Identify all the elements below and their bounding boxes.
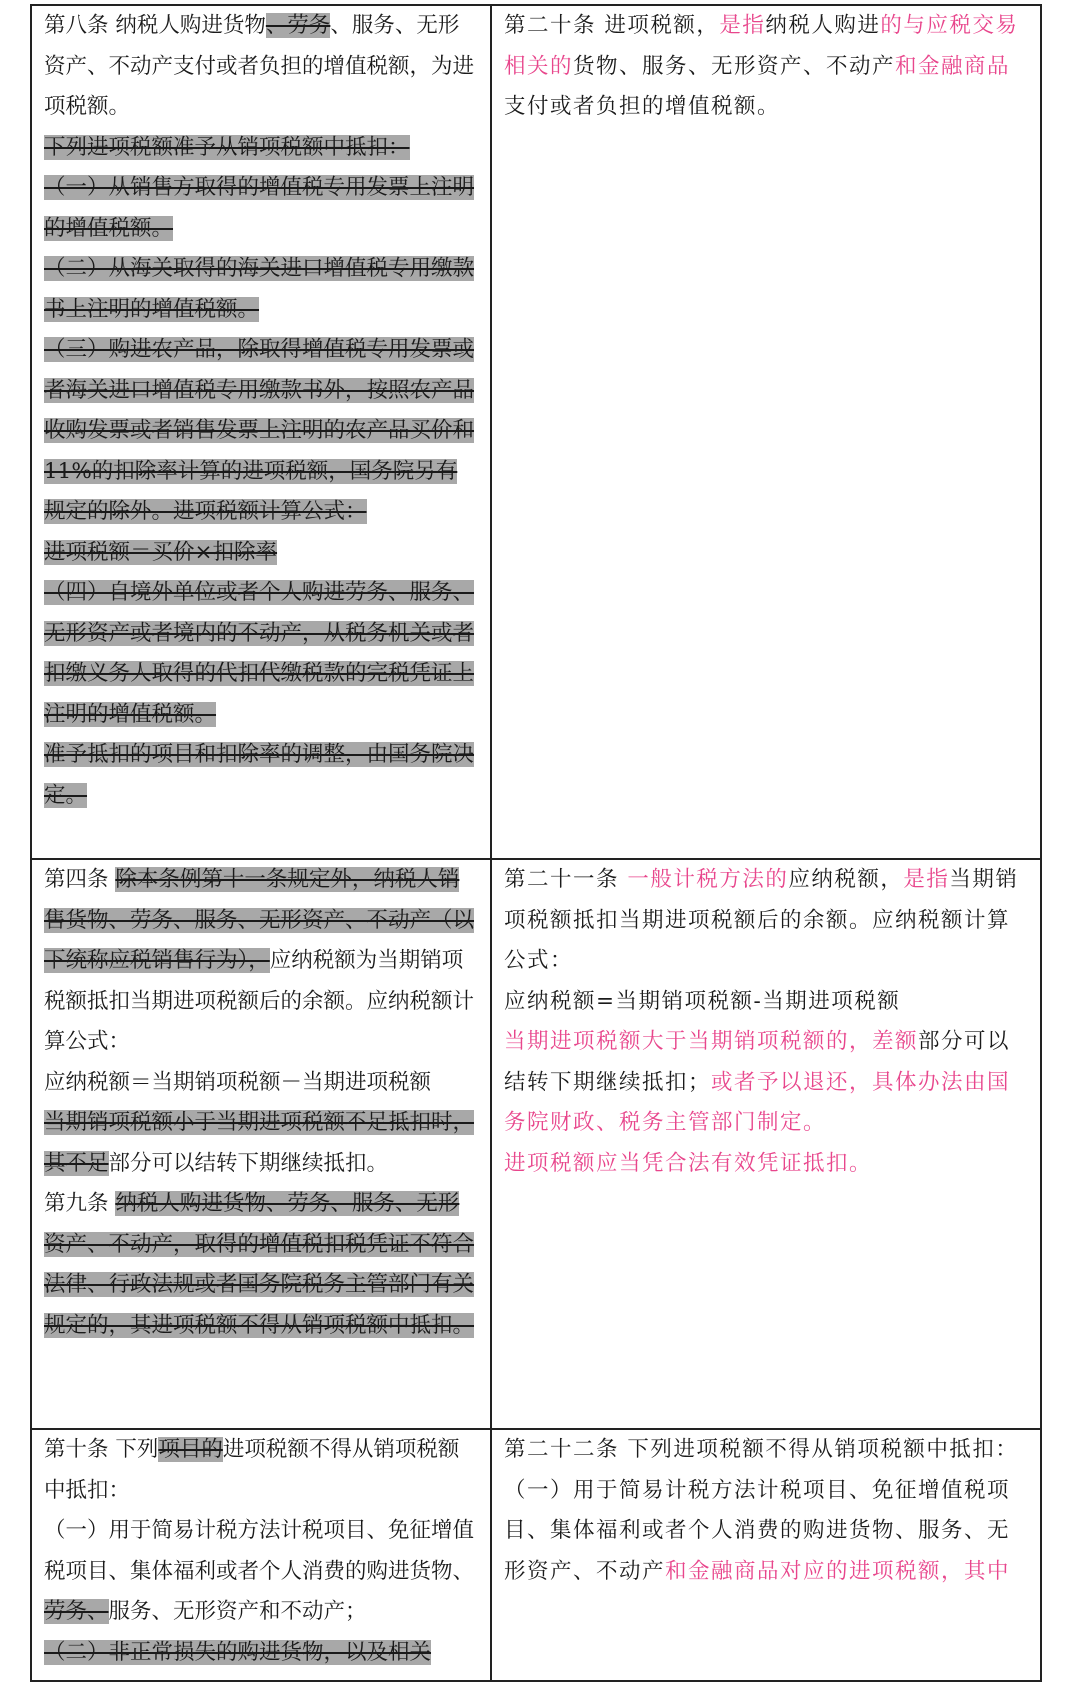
- clause-paragraph: [44, 128, 478, 169]
- clause-paragraph: [504, 1022, 1028, 1144]
- added-text: 和金融商品: [895, 53, 1011, 79]
- added-text: 进项税额应当凭合法有效凭证抵扣。: [504, 1150, 873, 1176]
- clause-paragraph: [44, 330, 478, 533]
- added-text: 或者予以退还，具体办法由国务院财政、税务主管部门制定。: [504, 1069, 1011, 1135]
- deleted-text: 项目的: [158, 1437, 223, 1462]
- table-row: [31, 1429, 1041, 1681]
- clause-paragraph: [44, 860, 478, 1063]
- clause-paragraph: [44, 533, 478, 574]
- added-text: 一般计税方法的: [627, 867, 789, 892]
- clause-text: 应纳税额＝当期销项税额－当期进项税额: [44, 1069, 432, 1095]
- deleted-text: 下列进项税额准予从销项税额中抵扣：: [44, 134, 410, 160]
- new-law-cell: [491, 5, 1041, 859]
- clause-paragraph: [504, 860, 1028, 982]
- clause-text: 进项税额不得从销项税额中抵扣：: [44, 1437, 460, 1503]
- added-text: 当期进项税额大于当期销项税额的，差额: [504, 1029, 919, 1054]
- added-text: 是指: [719, 13, 766, 38]
- clause-paragraph: [44, 735, 478, 816]
- clause-text: 第二十条 进项税额，: [504, 13, 720, 38]
- clause-paragraph: [504, 982, 1028, 1023]
- new-law-cell: [491, 1429, 1041, 1681]
- clause-text: （一）用于简易计税方法计税项目、免征增值税项目、集体福利或者个人消费的购进货物、服务、无形资产、不动产: [504, 1477, 1011, 1584]
- clause-text: 部分可以结转下期继续抵扣；: [504, 1029, 1011, 1095]
- deleted-text: 除本条例第十一条规定外，纳税人销售货物、劳务、服务、无形资产、不动产（以下统称应税销售行为），: [44, 867, 475, 973]
- clause-text: 应纳税额=当期销项税额-当期进项税额: [504, 988, 901, 1014]
- clause-text: 应纳税额为当期销项税额抵扣当期进项税额后的余额。应纳税额计算公式：: [44, 948, 475, 1054]
- table-row: [31, 5, 1041, 859]
- deleted-text: （一）从销售方取得的增值税专用发票上注明的增值税额。: [44, 175, 475, 241]
- clause-paragraph: [44, 1511, 478, 1633]
- clause-paragraph: [44, 6, 478, 128]
- clause-text: 、服务、无形资产、不动产支付或者负担的增值税额，为进项税额。: [44, 13, 475, 119]
- clause-text: 第九条: [44, 1191, 116, 1216]
- deleted-text: （二）从海关取得的海关进口增值税专用缴款书上注明的增值税额。: [44, 256, 475, 322]
- deleted-text: 当期销项税额小于当期进项税额不足抵扣时，其不足: [44, 1110, 475, 1176]
- clause-paragraph: [44, 1063, 478, 1104]
- deleted-text: 、劳务: [265, 13, 331, 38]
- old-regulation-cell: [31, 1429, 491, 1681]
- clause-paragraph: [44, 1103, 478, 1184]
- clause-text: 货物、服务、无形资产、不动产: [573, 53, 896, 79]
- old-regulation-cell: [31, 859, 491, 1429]
- clause-paragraph: [44, 249, 478, 330]
- deleted-text: （四）自境外单位或者个人购进劳务、服务、无形资产或者境内的不动产，从税务机关或者扣缴义务人取得的代扣代缴税款的完税凭证上注明的增值税额。: [44, 580, 475, 727]
- deleted-text: 准予抵扣的项目和扣除率的调整，由国务院决定。: [44, 742, 475, 808]
- clause-text: （一）用于简易计税方法计税项目、免征增值税项目、集体福利或者个人消费的购进货物、: [44, 1518, 475, 1584]
- deleted-text: 劳务、: [44, 1599, 109, 1624]
- clause-text: 第八条 纳税人购进货物: [44, 13, 266, 38]
- clause-text: 第二十一条: [504, 867, 628, 892]
- clause-paragraph: [44, 168, 478, 249]
- deleted-text: 进项税额＝买价×扣除率: [44, 539, 278, 565]
- clause-text: 服务、无形资产和不动产；: [108, 1599, 367, 1624]
- clause-text: 部分可以结转下期继续抵扣。: [108, 1150, 389, 1176]
- clause-paragraph: [504, 6, 1028, 128]
- clause-paragraph: [44, 1184, 478, 1346]
- clause-paragraph: [504, 1430, 1028, 1471]
- clause-text: 当期销项税额抵扣当期进项税额后的余额。应纳税额计算公式：: [504, 867, 1019, 973]
- added-text: 和金融商品对应的进项税额，其中: [665, 1558, 1011, 1584]
- clause-text: 纳税人购进: [765, 13, 881, 38]
- added-text: 是指: [903, 867, 950, 892]
- added-text: 的与应税交易相关的: [504, 13, 1019, 79]
- clause-text: 第四条: [44, 867, 116, 892]
- clause-paragraph: [44, 573, 478, 735]
- clause-text: 支付或者负担的增值税额。: [504, 94, 781, 119]
- article-comparison-table: [30, 4, 1042, 1682]
- clause-paragraph: [44, 1430, 478, 1511]
- table-row: [31, 859, 1041, 1429]
- clause-text: 第二十二条 下列进项税额不得从销项税额中抵扣：: [504, 1437, 1019, 1462]
- old-regulation-cell: [31, 5, 491, 859]
- clause-paragraph: [44, 1633, 478, 1674]
- clause-paragraph: [504, 1471, 1028, 1593]
- clause-text: 应纳税额，: [788, 867, 904, 892]
- clause-paragraph: [504, 1144, 1028, 1185]
- new-law-cell: [491, 859, 1041, 1429]
- deleted-text: （二）非正常损失的购进货物，以及相关: [44, 1639, 432, 1665]
- deleted-text: 纳税人购进货物、劳务、服务、无形资产、不动产，取得的增值税扣税凭证不符合法律、行政法规或者国务院税务主管部门有关规定的，其进项税额不得从销项税额中抵扣。: [44, 1191, 475, 1338]
- clause-text: 第十条 下列: [44, 1437, 159, 1462]
- deleted-text: （三）购进农产品，除取得增值税专用发票或者海关进口增值税专用缴款书外，按照农产品收购发票或者销售发票上注明的农产品买价和11%的扣除率计算的进项税额，国务院另有规定的除外。进项税额计算公式：: [44, 337, 475, 524]
